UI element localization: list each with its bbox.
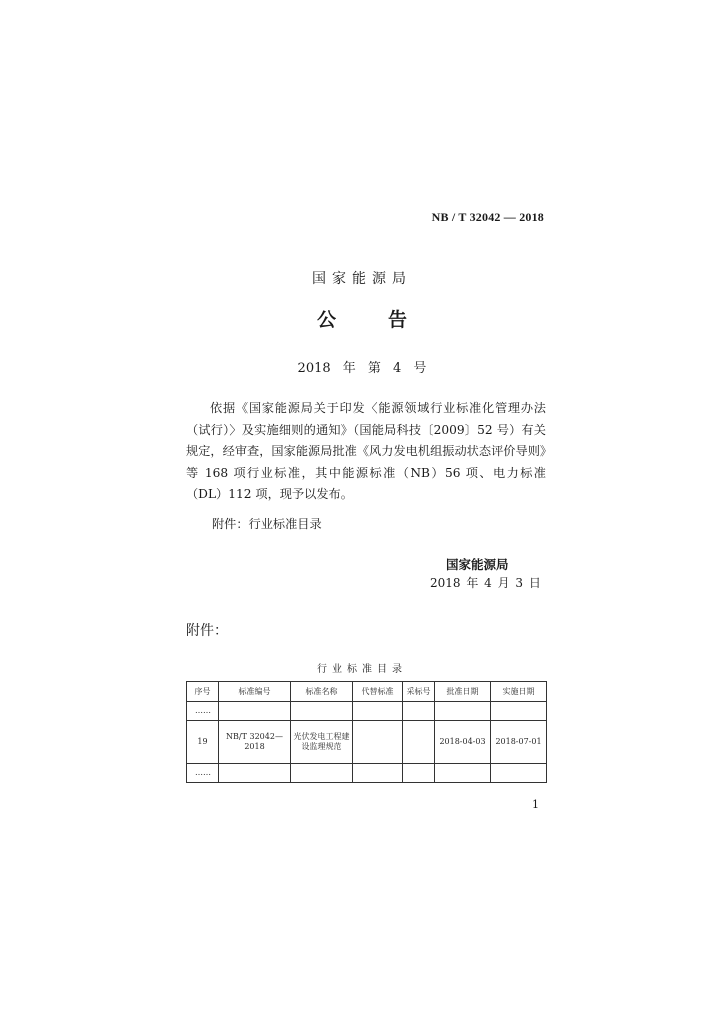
table-cell [219, 702, 291, 721]
table-title: 行业标准目录 [317, 664, 407, 675]
table-cell [353, 764, 403, 783]
table-cell [219, 764, 291, 783]
table-cell: NB/T 32042—2018 [219, 721, 291, 764]
table-cell: …… [187, 764, 219, 783]
table-cell [353, 721, 403, 764]
notice-body: 依据《国家能源局关于印发〈能源领域行业标准化管理办法（试行）〉及实施细则的通知》（国能局科技〔2009〕52 号）有关规定，经审查，国家能源局批准《风力发电机组振动状态评价导则》等 168 项行业标准，其中能源标准（NB）56 项、电力标准（DL）112 项，现予以发布。 [186, 401, 546, 501]
signature-agency: 国家能源局 [446, 557, 509, 572]
table-row [187, 764, 547, 783]
column-header: 序号 [187, 682, 219, 702]
column-header: 采标号 [403, 682, 435, 702]
table-cell [435, 702, 491, 721]
table-cell [403, 721, 435, 764]
issuing-agency: 国家能源局 [312, 271, 412, 287]
table-cell [403, 702, 435, 721]
table-cell: 19 [187, 721, 219, 764]
column-header: 代替标准 [353, 682, 403, 702]
standards-table [186, 681, 547, 783]
page-number: 1 [532, 798, 539, 811]
table-row [187, 721, 547, 764]
column-header: 标准名称 [291, 682, 353, 702]
attachment-reference: 附件：行业标准目录 [212, 517, 322, 531]
table-cell [291, 702, 353, 721]
column-header: 标准编号 [219, 682, 291, 702]
table-cell: 2018-04-03 [435, 721, 491, 764]
attachment-heading: 附件： [186, 623, 228, 639]
notice-title: 公告 [316, 309, 459, 331]
table-cell [353, 702, 403, 721]
table-cell [403, 764, 435, 783]
column-header: 批准日期 [435, 682, 491, 702]
table-row [187, 702, 547, 721]
table-cell [491, 764, 547, 783]
table-cell: 光伏发电工程建设监理规范 [291, 721, 353, 764]
table-cell [491, 702, 547, 721]
table-cell [435, 764, 491, 783]
table-header-row [187, 682, 547, 702]
column-header: 实施日期 [491, 682, 547, 702]
standard-code: NB / T 32042 — 2018 [431, 210, 544, 224]
signature-date: 2018 年 4 月 3 日 [430, 576, 541, 590]
table-cell [291, 764, 353, 783]
table-cell: …… [187, 702, 219, 721]
issue-number: 2018 年 第 4 号 [297, 361, 427, 376]
table-cell: 2018-07-01 [491, 721, 547, 764]
